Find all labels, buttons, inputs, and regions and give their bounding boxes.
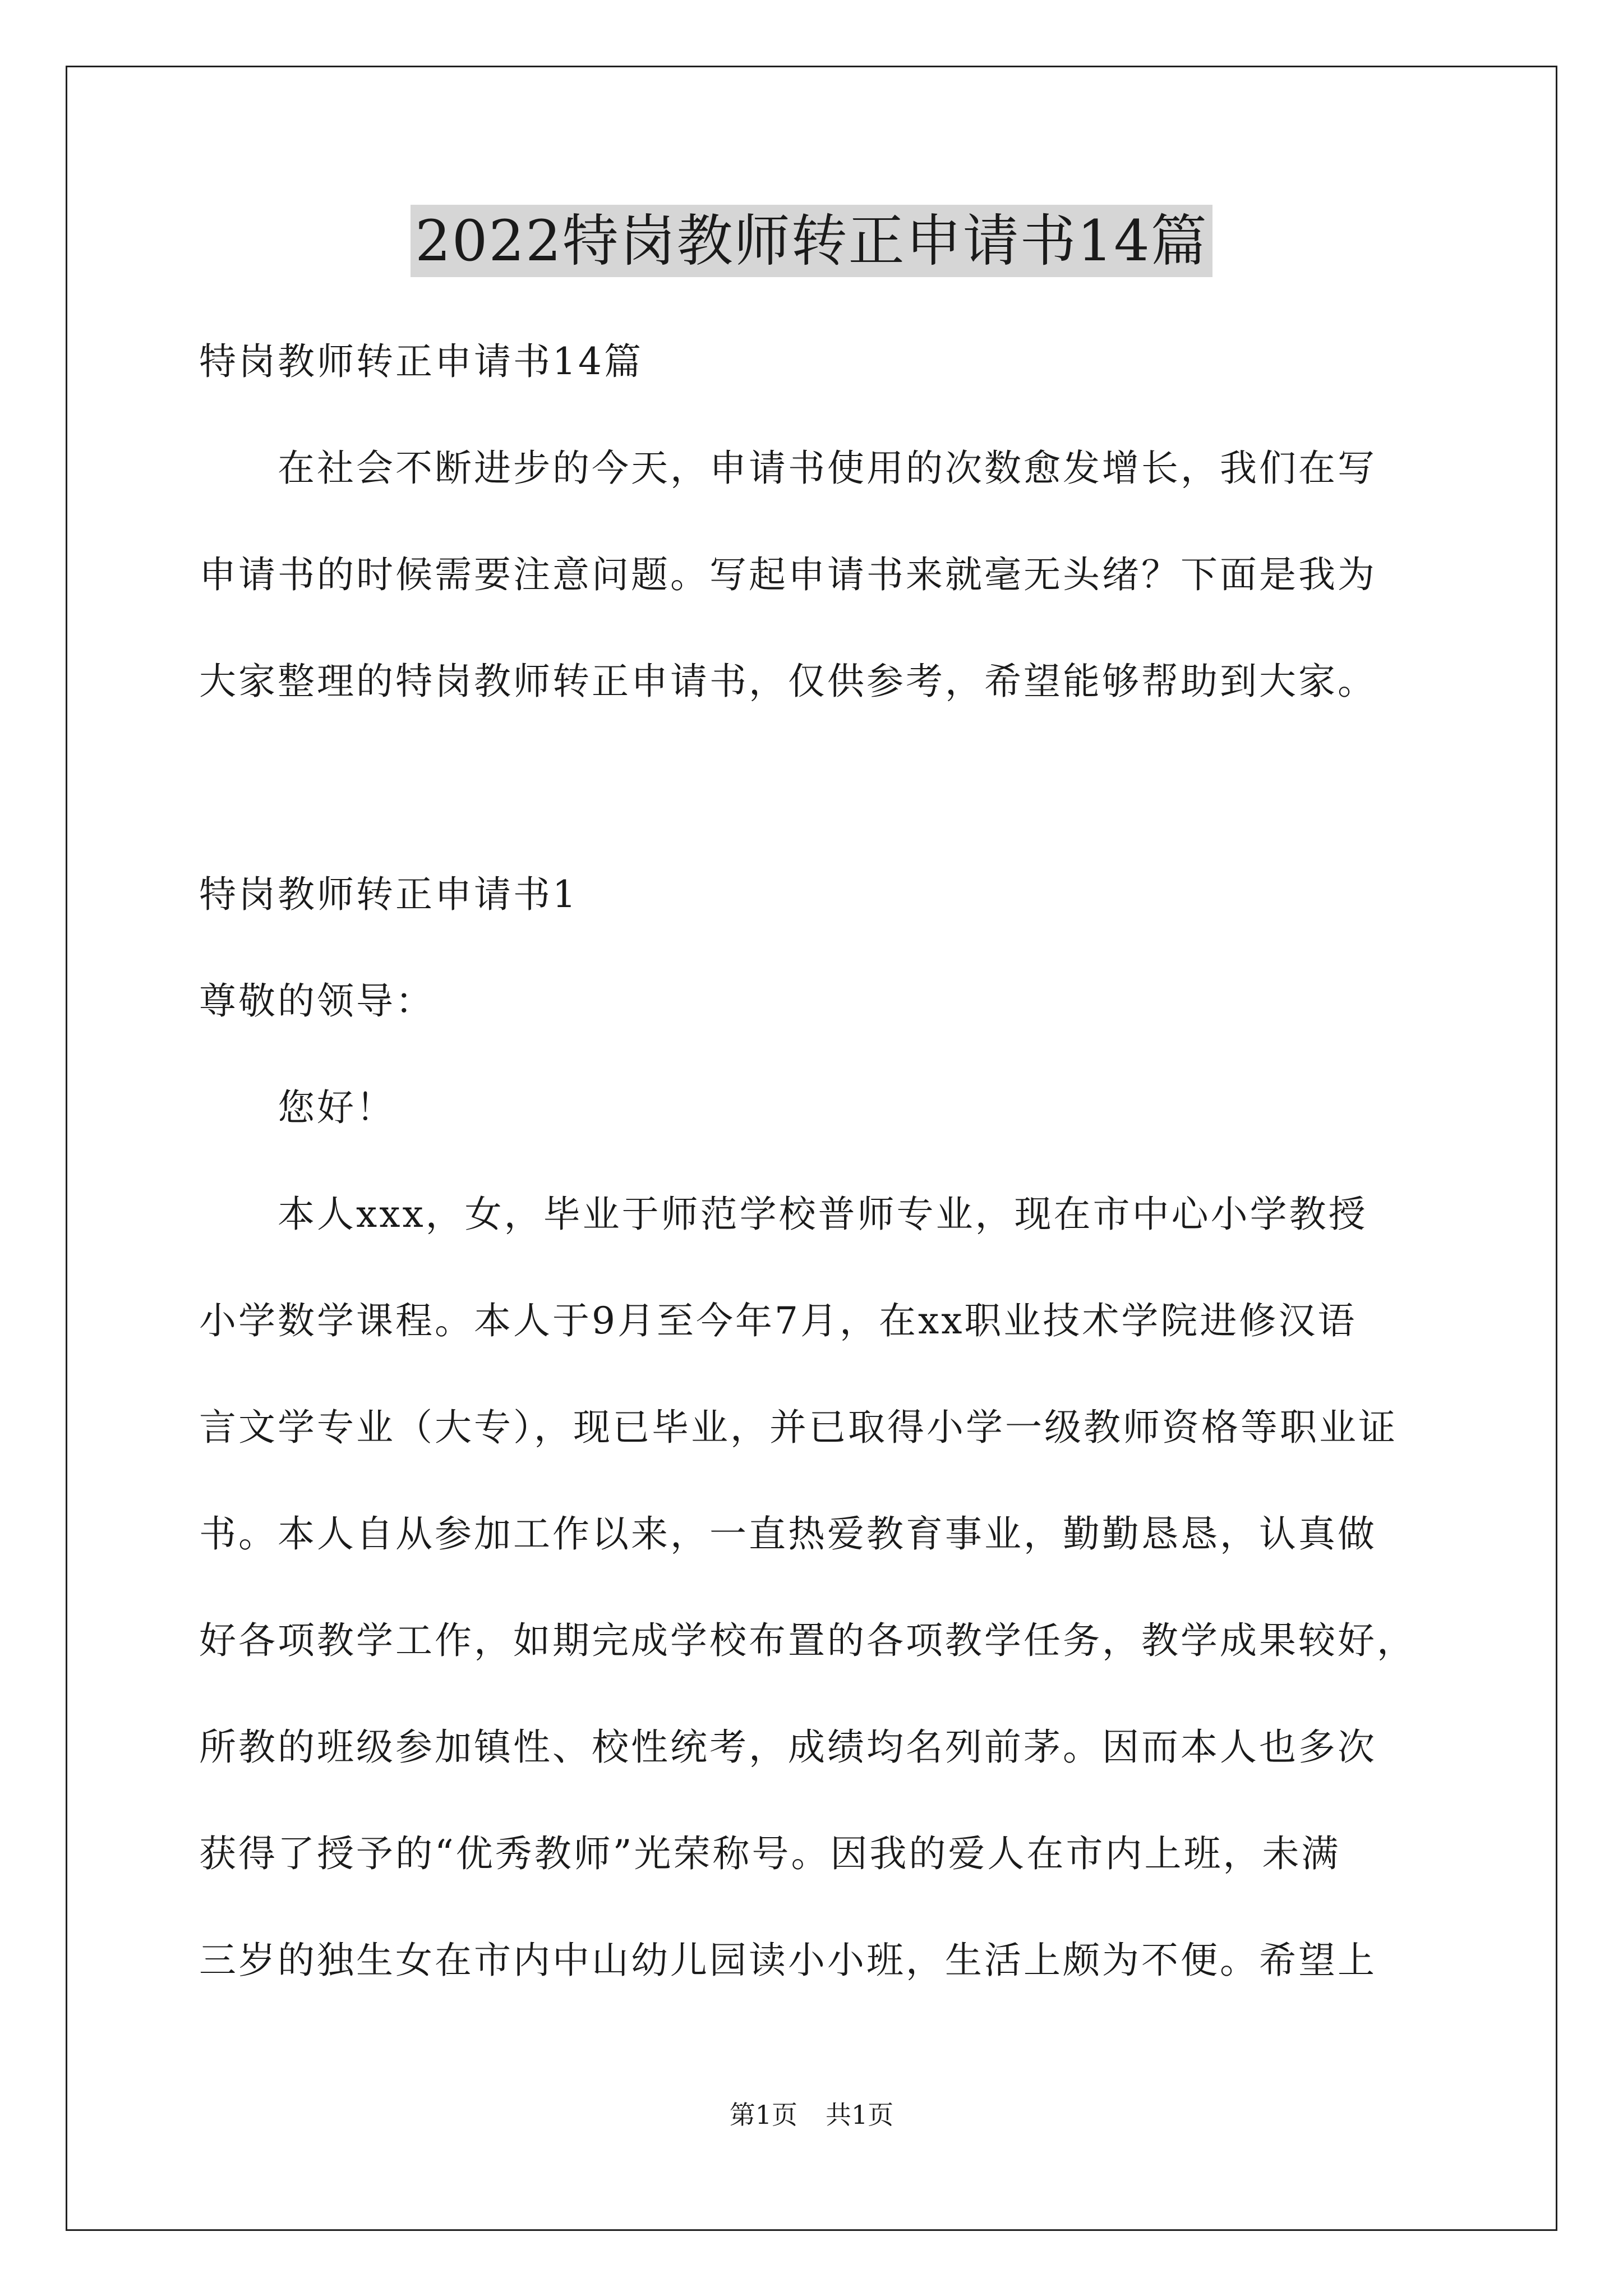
page-total: 共1页 xyxy=(826,2100,894,2130)
body-line: 好各项教学工作，如期完成学校布置的各项教学任务，教学成果较好， xyxy=(199,1619,1416,1662)
document-title-text: 2022特岗教师转正申请书14篇 xyxy=(411,205,1212,277)
document-body xyxy=(199,309,1455,2014)
greeting: 您好！ xyxy=(278,1086,395,1129)
body-line: 言文学专业（大专），现已毕业，并已取得小学一级教师资格等职业证 xyxy=(199,1406,1398,1449)
salutation: 尊敬的领导： xyxy=(199,979,435,1023)
body-line: 小学数学课程。本人于9月至今年7月，在xx职业技术学院进修汉语 xyxy=(199,1299,1357,1342)
intro-line: 在社会不断进步的今天，申请书使用的次数愈发增长，我们在写 xyxy=(278,447,1377,490)
intro-line: 大家整理的特岗教师转正申请书，仅供参考，希望能够帮助到大家。 xyxy=(199,660,1377,703)
section-heading: 特岗教师转正申请书1 xyxy=(199,873,578,916)
body-line: 本人xxx，女，毕业于师范学校普师专业，现在市中心小学教授 xyxy=(278,1193,1368,1236)
paragraph-gap xyxy=(199,735,1455,841)
intro-line: 申请书的时候需要注意问题。写起申请书来就毫无头绪？下面是我为 xyxy=(199,553,1377,596)
page-number: 第1页 xyxy=(729,2100,797,2130)
body-line: 书。本人自从参加工作以来，一直热爱教育事业，勤勤恳恳，认真做 xyxy=(199,1512,1377,1556)
body-line: 所教的班级参加镇性、校性统考，成绩均名列前茅。因而本人也多次 xyxy=(199,1726,1377,1769)
body-line: 获得了授予的“优秀教师”光荣称号。因我的爱人在市内上班，未满 xyxy=(199,1832,1341,1875)
page-footer xyxy=(0,2098,1623,2132)
body-line: 三岁的独生女在市内中山幼儿园读小小班，生活上颇为不便。希望上 xyxy=(199,1939,1377,1982)
document-subtitle: 特岗教师转正申请书14篇 xyxy=(199,340,643,383)
document-title xyxy=(0,205,1623,278)
